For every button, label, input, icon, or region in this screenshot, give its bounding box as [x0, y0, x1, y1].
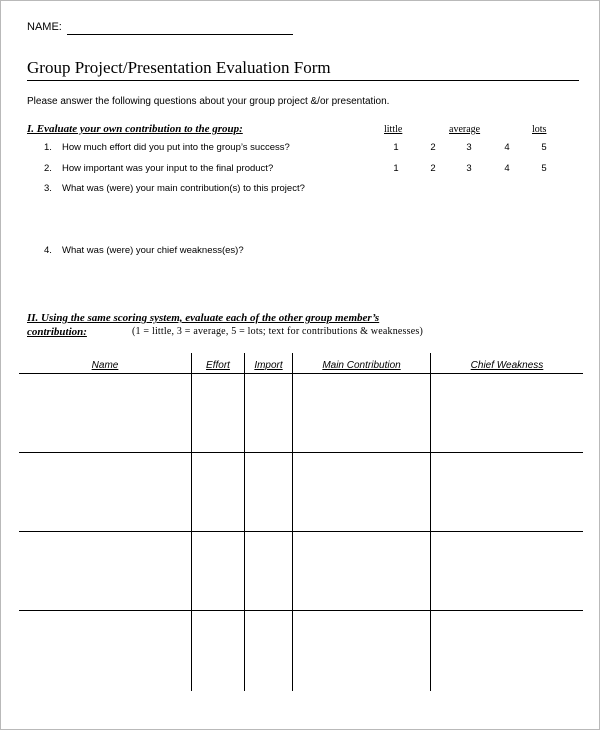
score-option[interactable]: 1 [393, 142, 399, 153]
page-title: Group Project/Presentation Evaluation Form [27, 58, 331, 77]
section1-heading: I. Evaluate your own contribution to the group: [27, 123, 243, 135]
column-header-name: Name [91, 360, 119, 371]
table-header-rule [19, 373, 583, 374]
title-divider [27, 80, 579, 81]
scale-lots: lots [532, 124, 547, 135]
section2-heading: II. Using the same scoring system, evaluate each of the other group member’s [27, 312, 380, 324]
column-header-effort: Effort [206, 360, 230, 371]
question-text: How much effort did you put into the group’s success? [62, 142, 290, 153]
section2-heading-cont: contribution: [27, 326, 87, 338]
column-header-main-contribution: Main Contribution [322, 360, 401, 371]
scoring-note: (1 = little, 3 = average, 5 = lots; text for contributions & weaknesses) [132, 326, 423, 337]
question-text: How important was your input to the final product? [62, 163, 274, 174]
score-option[interactable]: 5 [541, 142, 547, 153]
question-number: 3. [44, 183, 52, 194]
intro-text: Please answer the following questions about your group project &/or presentation. [27, 96, 390, 107]
score-option[interactable]: 3 [466, 142, 472, 153]
score-option[interactable]: 1 [393, 163, 399, 174]
question-text: What was (were) your chief weakness(es)? [62, 245, 244, 256]
table-column-rule [430, 353, 431, 691]
column-header-chief-weakness: Chief Weakness [470, 360, 544, 371]
question-number: 2. [44, 163, 52, 174]
table-row-rule [19, 531, 583, 532]
table-column-rule [292, 353, 293, 691]
question-number: 4. [44, 245, 52, 256]
score-option[interactable]: 4 [504, 163, 510, 174]
score-option[interactable]: 2 [430, 142, 436, 153]
table-column-rule [244, 353, 245, 691]
score-option[interactable]: 5 [541, 163, 547, 174]
scale-average: average [449, 124, 481, 135]
name-field[interactable] [67, 34, 293, 35]
name-label: NAME: [27, 21, 62, 33]
score-option[interactable]: 3 [466, 163, 472, 174]
question-text: What was (were) your main contribution(s) to this project? [62, 183, 305, 194]
table-column-rule [191, 353, 192, 691]
column-header-import: Import [254, 360, 283, 371]
score-option[interactable]: 4 [504, 142, 510, 153]
question-number: 1. [44, 142, 52, 153]
table-row-rule [19, 452, 583, 453]
table-row-rule [19, 610, 583, 611]
scale-little: little [384, 124, 403, 135]
score-option[interactable]: 2 [430, 163, 436, 174]
